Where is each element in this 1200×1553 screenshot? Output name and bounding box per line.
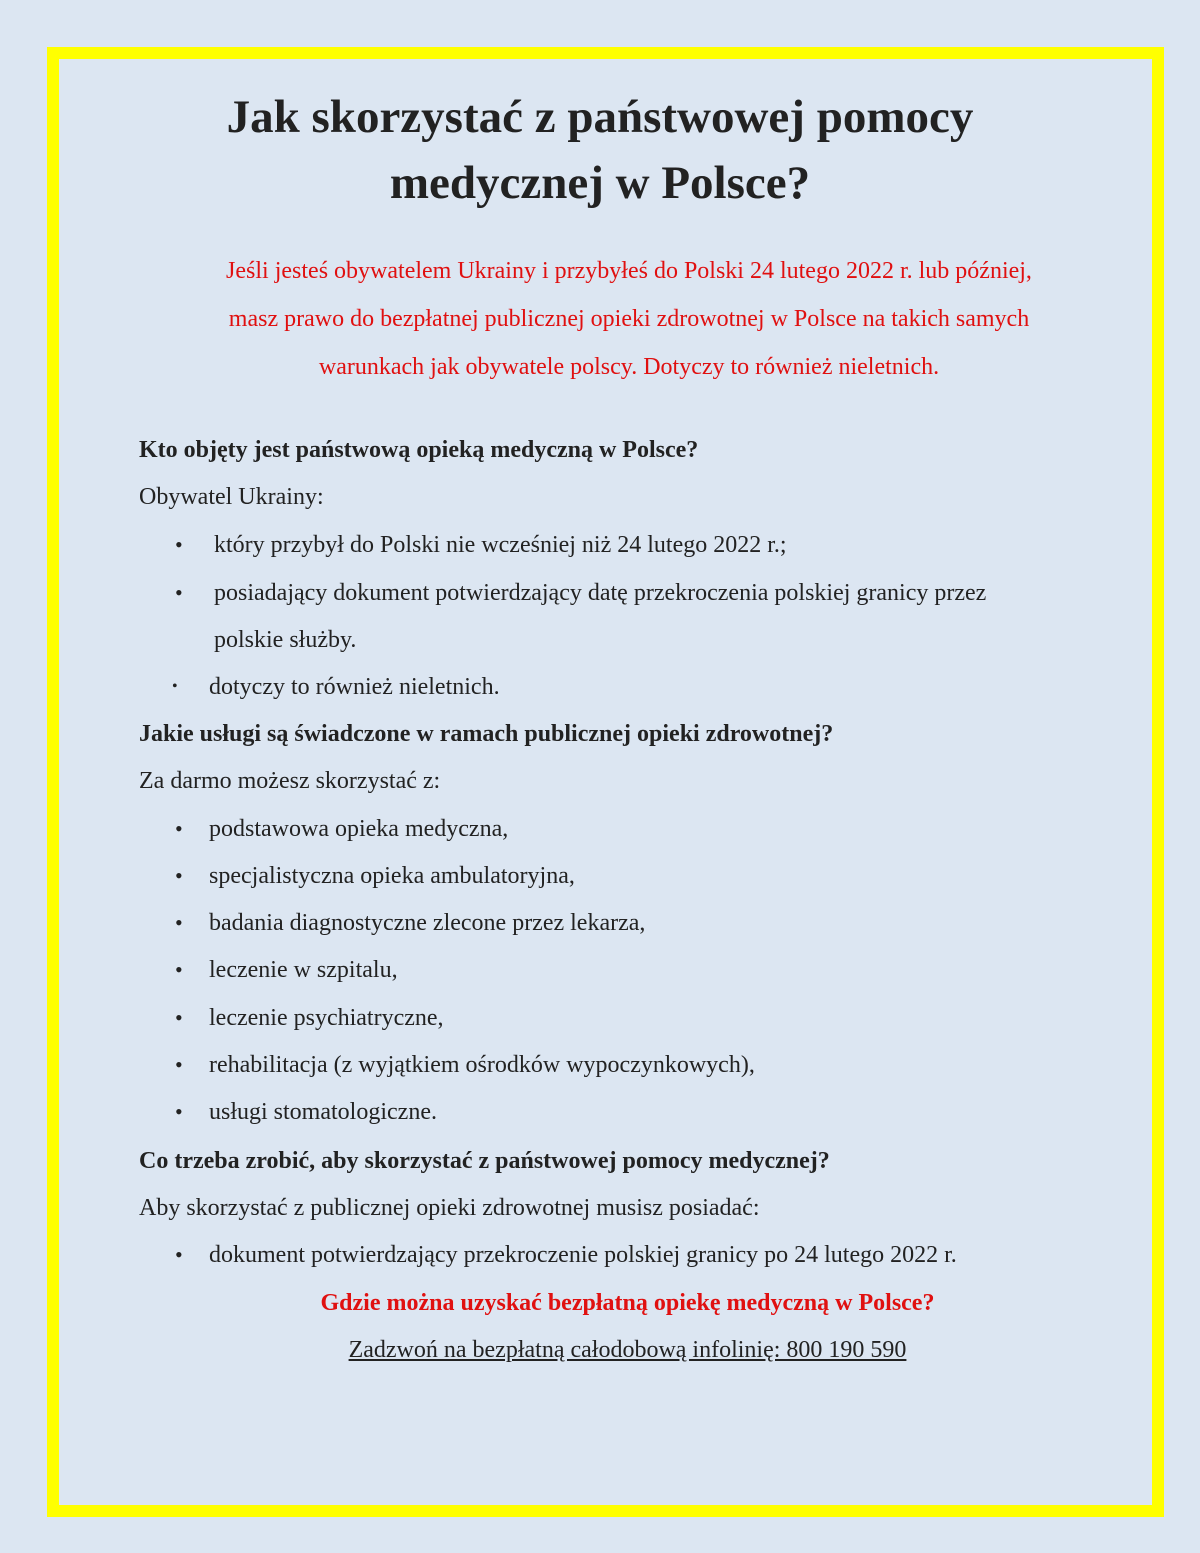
section2-heading: Jakie usługi są świadczone w ramach publicznej opieki zdrowotnej?	[139, 721, 834, 747]
bullet-icon: •	[175, 532, 183, 557]
list-item: dokument potwierdzający przekroczenie polskiej granicy po 24 lutego 2022 r.	[209, 1242, 957, 1268]
section1-heading: Kto objęty jest państwową opieką medyczną w Polsce?	[139, 437, 699, 463]
page-title	[0, 84, 1200, 216]
intro-paragraph	[140, 247, 1118, 391]
bullet-icon: •	[175, 580, 183, 605]
list-item: badania diagnostyczne zlecone przez lekarza,	[209, 910, 646, 936]
list-item: leczenie psychiatryczne,	[209, 1005, 444, 1031]
list-item: który przybył do Polski nie wcześniej niż 24 lutego 2022 r.;	[214, 532, 787, 558]
bullet-icon: •	[175, 1052, 183, 1077]
section3-heading: Co trzeba zrobić, aby skorzystać z państwowej pomocy medycznej?	[139, 1148, 830, 1174]
section1-lead: Obywatel Ukrainy:	[139, 484, 324, 510]
list-item: posiadający dokument potwierdzający datę przekroczenia polskiej granicy przez	[214, 580, 987, 606]
bullet-icon: •	[175, 910, 183, 935]
list-item-continuation: polskie służby.	[214, 627, 357, 653]
list-item: usługi stomatologiczne.	[209, 1099, 437, 1125]
intro-line-3: warunkach jak obywatele polscy. Dotyczy to również nieletnich.	[318, 354, 940, 380]
bullet-icon: •	[175, 1242, 183, 1267]
list-item: podstawowa opieka medyczna,	[209, 816, 509, 842]
title-line-2: medycznej w Polsce?	[389, 157, 811, 209]
list-item: specjalistyczna opieka ambulatoryjna,	[209, 863, 575, 889]
bullet-icon: •	[172, 678, 178, 695]
title-line-1: Jak skorzystać z państwowej pomocy	[226, 91, 974, 143]
intro-line-1: Jeśli jesteś obywatelem Ukrainy i przybyłeś do Polski 24 lutego 2022 r. lub później,	[226, 258, 1032, 284]
where-heading: Gdzie można uzyskać bezpłatną opiekę medyczną w Polsce?	[320, 1290, 935, 1316]
bullet-icon: •	[175, 863, 183, 888]
section2-lead: Za darmo możesz skorzystać z:	[139, 768, 441, 794]
bullet-icon: •	[175, 816, 183, 841]
list-item: leczenie w szpitalu,	[209, 957, 398, 983]
section3-lead: Aby skorzystać z publicznej opieki zdrowotnej musisz posiadać:	[139, 1195, 760, 1221]
list-item: dotyczy to również nieletnich.	[209, 674, 500, 700]
hotline-text: Zadzwoń na bezpłatną całodobową infolinię: 800 190 590	[348, 1337, 907, 1363]
intro-line-2: masz prawo do bezpłatnej publicznej opieki zdrowotnej w Polsce na takich samych	[228, 306, 1030, 332]
bullet-icon: •	[175, 1099, 183, 1124]
bullet-icon: •	[175, 1005, 183, 1030]
list-item: rehabilitacja (z wyjątkiem ośrodków wypoczynkowych),	[209, 1052, 755, 1078]
bullet-icon: •	[175, 957, 183, 982]
